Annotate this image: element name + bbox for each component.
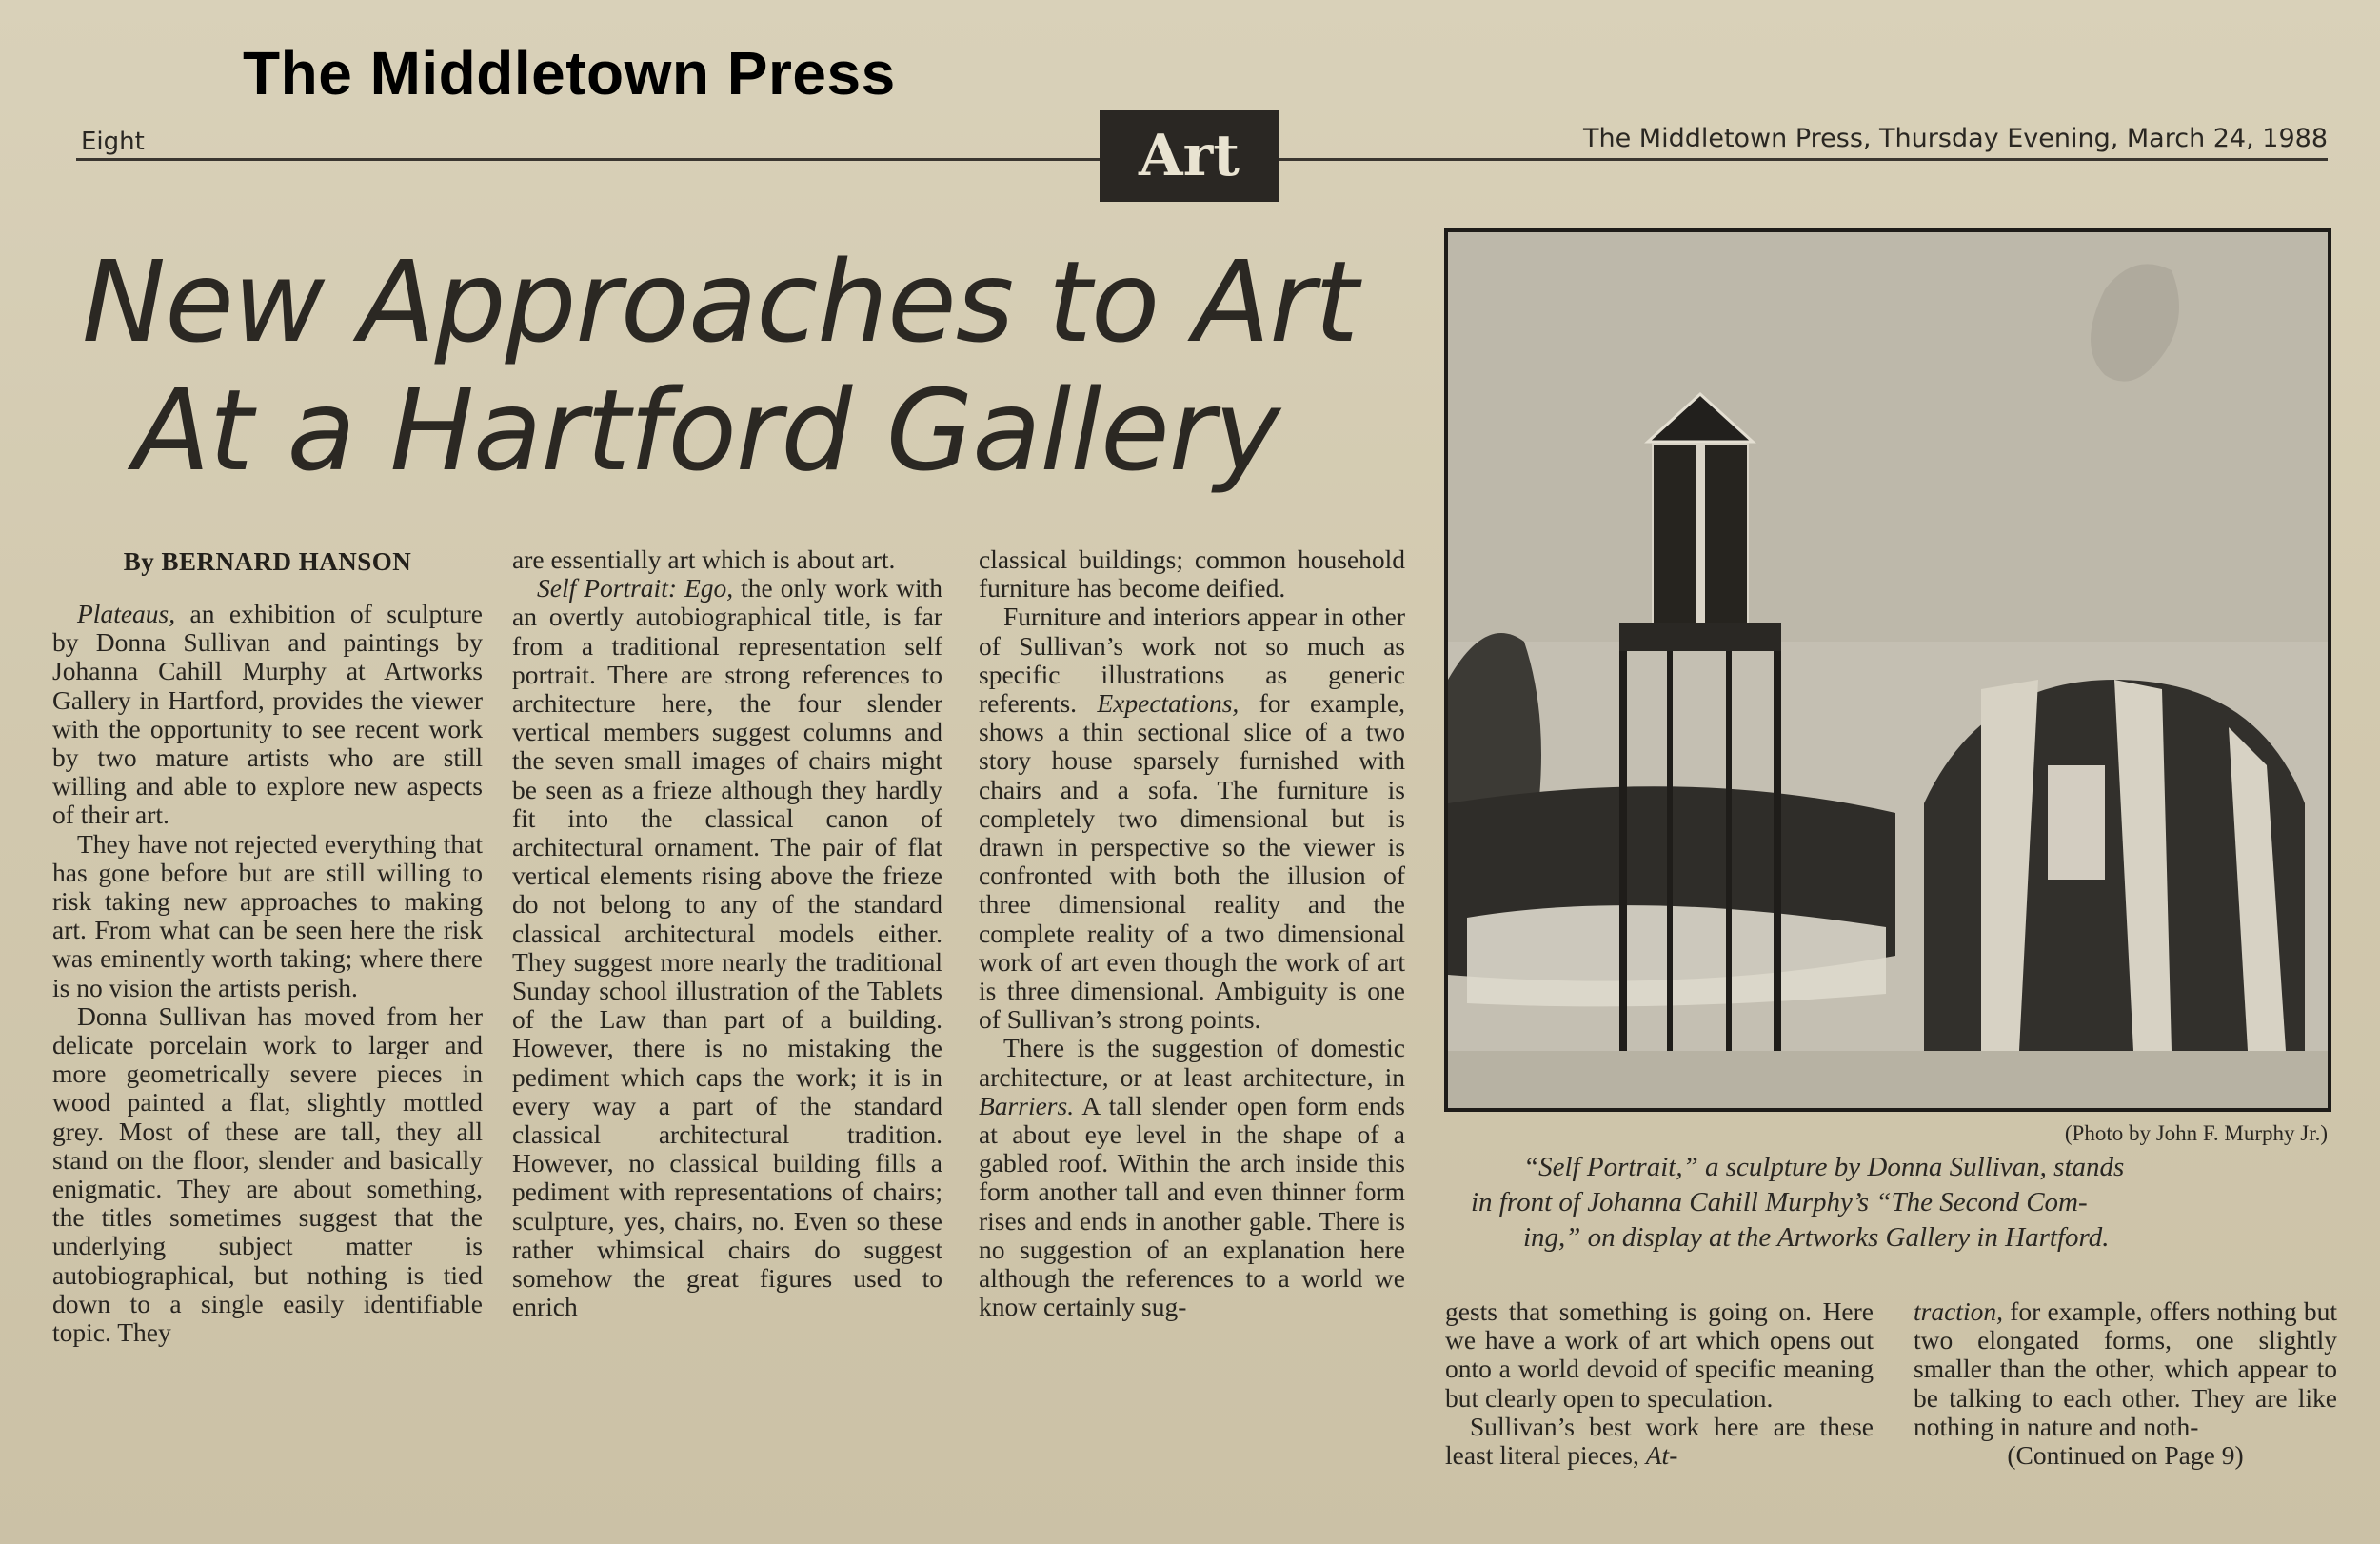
continued-notice: (Continued on Page 9) xyxy=(2007,1440,2244,1471)
article-paragraph: traction, for example, offers nothing but two elongated forms, one slightly smaller than the other, which appear to be talking to each other. They are like nothing in nature and noth- xyxy=(1914,1297,2337,1441)
article-column-4 xyxy=(1445,1297,1874,1470)
title-plateaus: Plateaus, xyxy=(77,599,176,628)
title-self-portrait: Self Portrait: Ego, xyxy=(537,573,734,604)
page-label: Eight xyxy=(81,128,145,156)
headline-line-1: New Approaches to Art xyxy=(82,236,1359,367)
article-paragraph: Furniture and interiors appear in other of Sullivan’s work not so much as specific illustrations as generic referents. Expectations, for example, shows a thin sectional slice of a two story house sparsely furnished with chairs and a sofa. The furniture is completely two dimensional but is drawn in perspective so the viewer is confronted with both the illusion of three dimensional reality and the complete reality of a two dimensional work of art even though the work of art is three dimensional. Ambiguity is one of Sullivan’s strong points. xyxy=(979,602,1406,1035)
dateline: The Middletown Press, Thursday Evening, March 24, 1988 xyxy=(1582,124,2328,153)
byline: By BERNARD HANSON xyxy=(123,547,412,576)
title-attraction-part-1: At- xyxy=(1645,1440,1678,1471)
article-paragraph: Self Portrait: Ego, the only work with an overtly autobiographical title, is far from a traditional representation self portrait. There are strong references to architecture here, the four slender vertical members suggest columns and the seven small images of chairs might be seen as a frieze although they hardly fit into the classical canon of architectural ornament. The pair of flat vertical elements rising above the frieze do not belong to any of the standard classical architectural models either. They suggest more nearly the traditional Sunday school illustration of the Tablets of the Law than part of a building. However, there is no mistaking the pediment which caps the work; it is in every way a part of the standard classical architectural tradition. However, no classical building fills a pediment with representations of chairs; sculpture, yes, chairs, no. Even so these rather whimsical chairs do suggest somehow the great figures used to enrich xyxy=(512,573,942,1322)
caption-line: in front of Johanna Cahill Murphy’s “The Second Com- xyxy=(1471,1187,2088,1217)
article-paragraph: Donna Sullivan has moved from her delicate porcelain work to larger and more geometrically severe pieces in wood painted a flat, slightly mottled grey. Most of these are tall, they all stand on the floor, slender and basically enigmatic. They are about something, the titles sometimes suggest that the underlying subject matter is autobiographical, but nothing is tied down to a single easily identifiable topic. They xyxy=(52,1000,483,1348)
caption-line: “Self Portrait,” a sculpture by Donna Sullivan, stands xyxy=(1523,1152,2125,1182)
article-column-1 xyxy=(52,600,483,1347)
article-paragraph: There is the suggestion of domestic architecture, or at least architecture, in Barriers. A tall slender open form ends at about eye level in the shape of a gabled roof. Within the arch inside this form another tall and even thinner form rises and ends in another gable. There is no suggestion of an explanation here although the references to a world we know certainly sug- xyxy=(979,1033,1405,1322)
photo-credit: (Photo by John F. Murphy Jr.) xyxy=(2064,1121,2328,1145)
sculpture-photo xyxy=(1444,228,2331,1112)
article-column-3 xyxy=(979,545,1405,1321)
title-expectations: Expectations, xyxy=(1097,688,1240,719)
headline-line-2: At a Hartford Gallery xyxy=(133,365,1280,496)
section-tag: Art xyxy=(1100,110,1279,202)
headline xyxy=(76,238,1428,495)
masthead: The Middletown Press xyxy=(243,39,896,108)
article-paragraph: Sullivan’s best work here are these least literal pieces, At- xyxy=(1445,1411,1874,1471)
photo-caption xyxy=(1471,1150,2309,1256)
photo-illustration xyxy=(1448,232,2328,1108)
caption-line: ing,” on display at the Artworks Gallery in Hartford. xyxy=(1523,1222,2110,1253)
article-paragraph: classical buildings; common household furniture has become deified. xyxy=(979,544,1405,604)
article-paragraph: They have not rejected everything that has gone before but are still willing to risk taking new approaches to making art. From what can be seen here the risk was eminently worth taking; where there is no vision the artists perish. xyxy=(52,828,483,1002)
article-paragraph: gests that something is going on. Here we have a work of art which opens out onto a world devoid of specific meaning but clearly open to speculation. xyxy=(1445,1297,1874,1413)
article-paragraph: Plateaus, an exhibition of sculpture by Donna Sullivan and paintings by Johanna Cahill Murphy at Artworks Gallery in Hartford, provides the viewer with the opportunity to see recent work by two mature artists who are still willing and able to explore new aspects of their art. xyxy=(52,599,483,830)
title-barriers: Barriers. xyxy=(979,1090,1075,1120)
article-paragraph: are essentially art which is about art. xyxy=(512,544,896,574)
article-column-2 xyxy=(512,545,942,1321)
title-attraction-part-2: traction, xyxy=(1914,1297,2003,1326)
article-column-5 xyxy=(1914,1297,2337,1470)
